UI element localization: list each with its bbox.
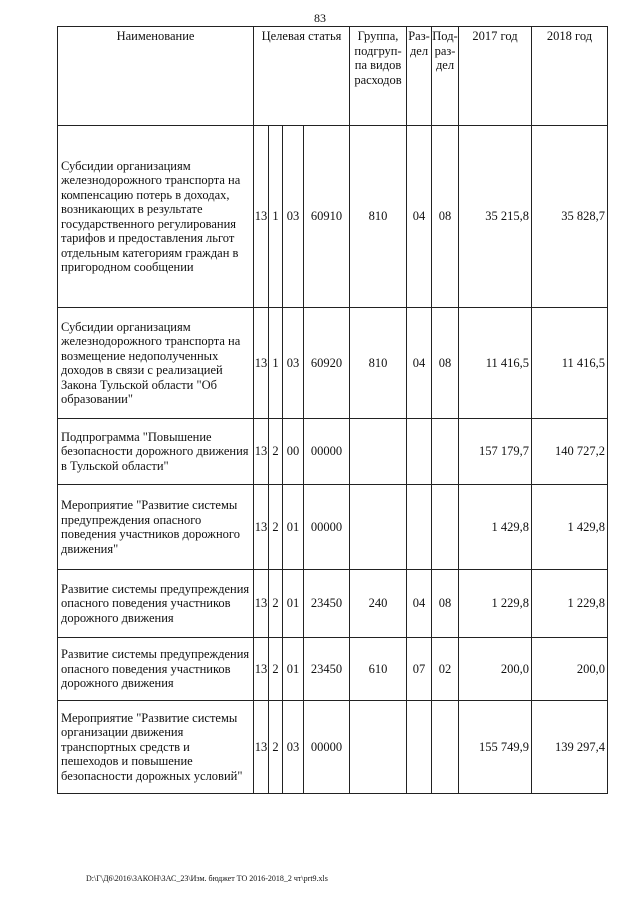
target-code: 00000: [304, 419, 350, 485]
amount-2017: 11 416,5: [459, 308, 532, 419]
amount-2017: 155 749,9: [459, 701, 532, 794]
amount-2018: 1 229,8: [532, 570, 608, 638]
target-part-3: 01: [283, 485, 304, 570]
expense-group: 240: [350, 570, 407, 638]
table-row: [58, 126, 608, 308]
row-name: Подпрограмма "Повышение безопасности дорожного движения в Тульской области": [58, 419, 254, 485]
amount-2017: 1 429,8: [459, 485, 532, 570]
target-part-1: 13: [254, 485, 269, 570]
target-part-3: 03: [283, 308, 304, 419]
row-name: Развитие системы предупреждения опасного поведения участников дорожного движения: [58, 570, 254, 638]
target-part-2: 2: [269, 419, 283, 485]
header-name: Наименование: [58, 27, 254, 126]
amount-2017: 1 229,8: [459, 570, 532, 638]
target-code: 00000: [304, 701, 350, 794]
target-part-1: 13: [254, 308, 269, 419]
target-part-2: 2: [269, 701, 283, 794]
target-part-3: 03: [283, 701, 304, 794]
amount-2018: 139 297,4: [532, 701, 608, 794]
target-part-3: 01: [283, 638, 304, 701]
section-code: 04: [407, 570, 432, 638]
section-code: [407, 485, 432, 570]
target-part-2: 1: [269, 308, 283, 419]
target-part-1: 13: [254, 638, 269, 701]
subsection-code: 08: [432, 308, 459, 419]
target-part-3: 00: [283, 419, 304, 485]
target-part-1: 13: [254, 570, 269, 638]
budget-table: [57, 26, 608, 794]
table-header-row: [58, 27, 608, 126]
row-name: Развитие системы предупреждения опасного поведения участников дорожного движения: [58, 638, 254, 701]
expense-group: 810: [350, 308, 407, 419]
section-code: [407, 419, 432, 485]
target-part-2: 2: [269, 638, 283, 701]
row-name: Субсидии организациям железнодорожного транспорта на возмещение недополученных доходов в связи с реализацией Закона Тульской области "Об образовании": [58, 308, 254, 419]
header-2017: 2017 год: [459, 27, 532, 126]
subsection-code: 08: [432, 126, 459, 308]
header-group: Группа, подгруп-па видов расходов: [350, 27, 407, 126]
amount-2017: 200,0: [459, 638, 532, 701]
target-part-2: 1: [269, 126, 283, 308]
row-name: Мероприятие "Развитие системы организации движения транспортных средств и пешеходов и повышение безопасности дорожных условий": [58, 701, 254, 794]
row-name: Субсидии организациям железнодорожного транспорта на компенсацию потерь в доходах, возникающих в результате государственного регулирования тарифов и предоставления льгот отдельным категориям граждан в пригородном сообщении: [58, 126, 254, 308]
header-target: Целевая статья: [254, 27, 350, 126]
amount-2017: 157 179,7: [459, 419, 532, 485]
header-subsection: Под-раз-дел: [432, 27, 459, 126]
subsection-code: [432, 485, 459, 570]
table-row: [58, 701, 608, 794]
table-row: [58, 485, 608, 570]
amount-2018: 35 828,7: [532, 126, 608, 308]
subsection-code: [432, 701, 459, 794]
subsection-code: 08: [432, 570, 459, 638]
target-code: 23450: [304, 638, 350, 701]
expense-group: [350, 419, 407, 485]
amount-2018: 200,0: [532, 638, 608, 701]
amount-2018: 1 429,8: [532, 485, 608, 570]
expense-group: [350, 701, 407, 794]
amount-2018: 140 727,2: [532, 419, 608, 485]
table-row: [58, 638, 608, 701]
target-part-2: 2: [269, 485, 283, 570]
header-2018: 2018 год: [532, 27, 608, 126]
amount-2018: 11 416,5: [532, 308, 608, 419]
section-code: 04: [407, 308, 432, 419]
table-row: [58, 419, 608, 485]
target-part-2: 2: [269, 570, 283, 638]
section-code: [407, 701, 432, 794]
subsection-code: [432, 419, 459, 485]
page-number: 83: [314, 11, 326, 25]
table-row: [58, 570, 608, 638]
table-row: [58, 308, 608, 419]
target-part-1: 13: [254, 701, 269, 794]
target-code: 23450: [304, 570, 350, 638]
target-code: 00000: [304, 485, 350, 570]
expense-group: 810: [350, 126, 407, 308]
target-part-3: 01: [283, 570, 304, 638]
target-part-1: 13: [254, 419, 269, 485]
target-code: 60910: [304, 126, 350, 308]
subsection-code: 02: [432, 638, 459, 701]
header-section: Раз-дел: [407, 27, 432, 126]
row-name: Мероприятие "Развитие системы предупреждения опасного поведения участников дорожного движения": [58, 485, 254, 570]
expense-group: 610: [350, 638, 407, 701]
amount-2017: 35 215,8: [459, 126, 532, 308]
expense-group: [350, 485, 407, 570]
target-part-3: 03: [283, 126, 304, 308]
section-code: 04: [407, 126, 432, 308]
file-path-footer: D:\Г\Д6\2016\ЗАКОН\ЗАС_23\Изм. бюджет ТО 2016-2018_2 чт\prt9.xls: [86, 874, 328, 883]
target-code: 60920: [304, 308, 350, 419]
target-part-1: 13: [254, 126, 269, 308]
section-code: 07: [407, 638, 432, 701]
